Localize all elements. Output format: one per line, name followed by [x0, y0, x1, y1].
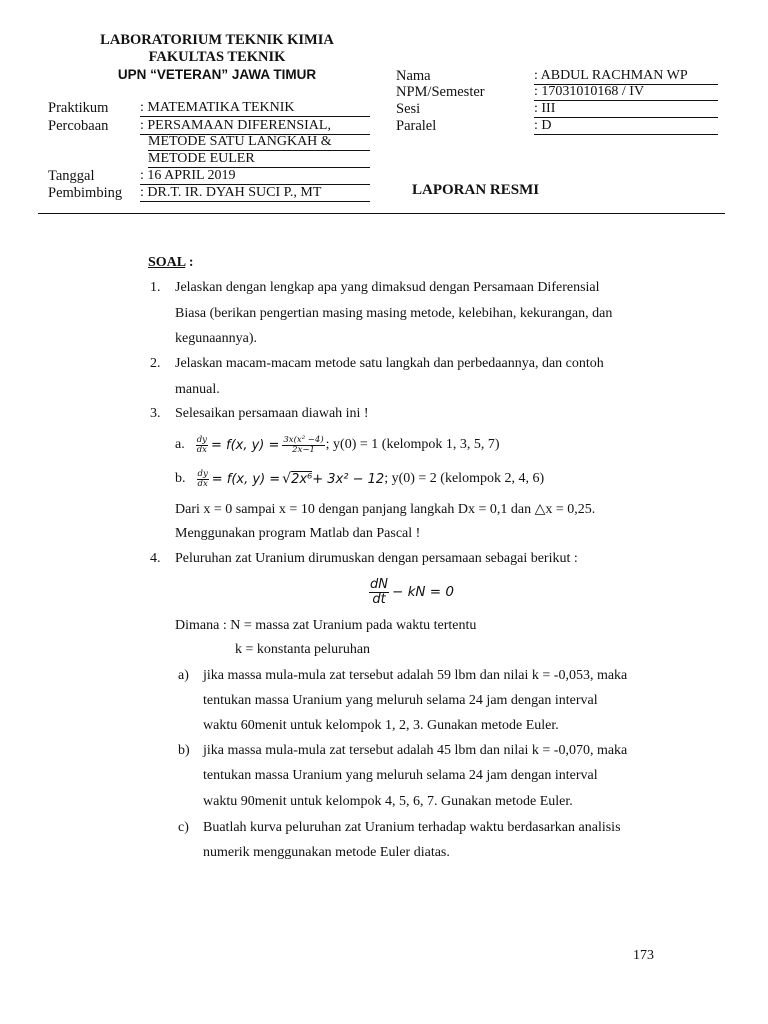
q2-line2: manual.	[175, 382, 220, 397]
q3a-function: = f(x, y) =	[210, 437, 280, 453]
q3b-function: = f(x, y) =	[211, 471, 281, 487]
q3a-equation	[175, 428, 500, 462]
q3b-derivative: $\frac{dy}{dx}$	[197, 468, 208, 489]
q4c-line2: numerik menggunakan metode Euler diatas.	[203, 845, 450, 860]
q3-intro: Selesaikan persamaan diawah ini !	[175, 406, 369, 421]
soal-heading: SOAL :	[148, 255, 194, 270]
q4b-line3: waktu 90menit untuk kelompok 4, 5, 6, 7. Gunakan metode Euler.	[203, 794, 573, 809]
nama-label: Nama	[396, 68, 431, 84]
q4a-line3: waktu 60menit untuk kelompok 1, 2, 3. Gunakan metode Euler.	[203, 718, 559, 733]
q4c-label: c)	[178, 820, 189, 835]
q3-number: 3.	[150, 406, 161, 421]
q4b-line1: jika massa mula-mula zat tersebut adalah 45 lbm dan nilai k = -0,070, maka	[203, 743, 628, 758]
q4b-label: b)	[178, 743, 190, 758]
decay-equation	[368, 572, 454, 612]
praktikum-value: : MATEMATIKA TEKNIK	[140, 100, 370, 117]
q4c-line1: Buatlah kurva peluruhan zat Uranium terhadap waktu berdasarkan analisis	[203, 820, 621, 835]
q3b-equation	[175, 462, 544, 496]
sesi-label: Sesi	[396, 101, 421, 117]
q1-line3: kegunaannya).	[175, 331, 258, 346]
page-number: 173	[633, 948, 654, 963]
q2-number: 2.	[150, 356, 161, 371]
q3b-condition: ; y(0) = 2 (kelompok 2, 4, 6)	[384, 471, 545, 486]
q3a-fraction: $\frac{\text{3x(x² −4)}}{2x-1}$	[283, 434, 324, 455]
q4-number: 4.	[150, 551, 161, 566]
q3b-rest: + 3x² − 12	[312, 471, 385, 487]
percobaan-label: Percobaan	[48, 118, 109, 134]
pembimbing-label: Pembimbing	[48, 185, 123, 201]
decay-derivative: $\frac{dN}{dt}$	[370, 576, 388, 607]
q4a-line1: jika massa mula-mula zat tersebut adalah 59 lbm dan nilai k = -0,053, maka	[203, 668, 628, 683]
q4b-line2: tentukan massa Uranium yang meluruh selama 24 jam dengan interval	[203, 768, 598, 783]
faculty-title: FAKULTAS TEKNIK	[148, 49, 286, 65]
paralel-value: : D	[534, 118, 718, 135]
tanggal-label: Tanggal	[48, 168, 95, 184]
sesi-value: : III	[534, 101, 718, 118]
decay-rest: − kN = 0	[391, 584, 454, 600]
q2-line1: Jelaskan macam-macam metode satu langkah dan perbedaannya, dan contoh	[175, 356, 604, 371]
q4-intro: Peluruhan zat Uranium dirumuskan dengan persamaan sebagai berikut :	[175, 551, 578, 566]
q3a-condition: ; y(0) = 1 (kelompok 1, 3, 5, 7)	[325, 437, 500, 452]
university-title: UPN “VETERAN” JAWA TIMUR	[117, 67, 317, 82]
q3b-label: b.	[175, 471, 186, 486]
q4-k-definition: k = konstanta peluruhan	[235, 642, 371, 657]
percobaan-value-line3: METODE EULER	[148, 151, 370, 168]
q3-range: Dari x = 0 sampai x = 10 dengan panjang langkah Dx = 0,1 dan △x = 0,25.	[175, 502, 596, 517]
q3b-radicand: 2x⁶	[291, 472, 313, 487]
q3a-derivative: $\frac{dy}{dx}$	[196, 434, 207, 455]
header-divider	[38, 213, 725, 214]
sqrt-symbol: √	[282, 471, 292, 487]
q1-line2: Biasa (berikan pengertian masing masing metode, kelebihan, kekurangan, dan	[175, 306, 613, 321]
npm-value: : 17031010168 / IV	[534, 84, 718, 101]
percobaan-value-line1: : PERSAMAAN DIFERENSIAL,	[140, 118, 370, 135]
report-type: LAPORAN RESMI	[412, 182, 540, 198]
q1-line1: Jelaskan dengan lengkap apa yang dimaksud dengan Persamaan Diferensial	[175, 280, 600, 295]
tanggal-value: : 16 APRIL 2019	[140, 168, 370, 185]
lab-title: LABORATORIUM TEKNIK KIMIA	[100, 32, 334, 48]
q4a-label: a)	[178, 668, 189, 683]
paralel-label: Paralel	[396, 118, 437, 134]
pembimbing-value: : DR.T. IR. DYAH SUCI P., MT	[140, 185, 370, 202]
q4a-line2: tentukan massa Uranium yang meluruh selama 24 jam dengan interval	[203, 693, 598, 708]
praktikum-label: Praktikum	[48, 100, 109, 116]
q3-program: Menggunakan program Matlab dan Pascal !	[175, 526, 421, 541]
q3a-label: a.	[175, 437, 185, 452]
nama-value: : ABDUL RACHMAN WP	[534, 68, 718, 85]
npm-label: NPM/Semester	[396, 84, 485, 100]
q4-dimana: Dimana : N = massa zat Uranium pada waktu tertentu	[175, 618, 477, 633]
percobaan-value-line2: METODE SATU LANGKAH &	[148, 134, 370, 151]
q1-number: 1.	[150, 280, 161, 295]
